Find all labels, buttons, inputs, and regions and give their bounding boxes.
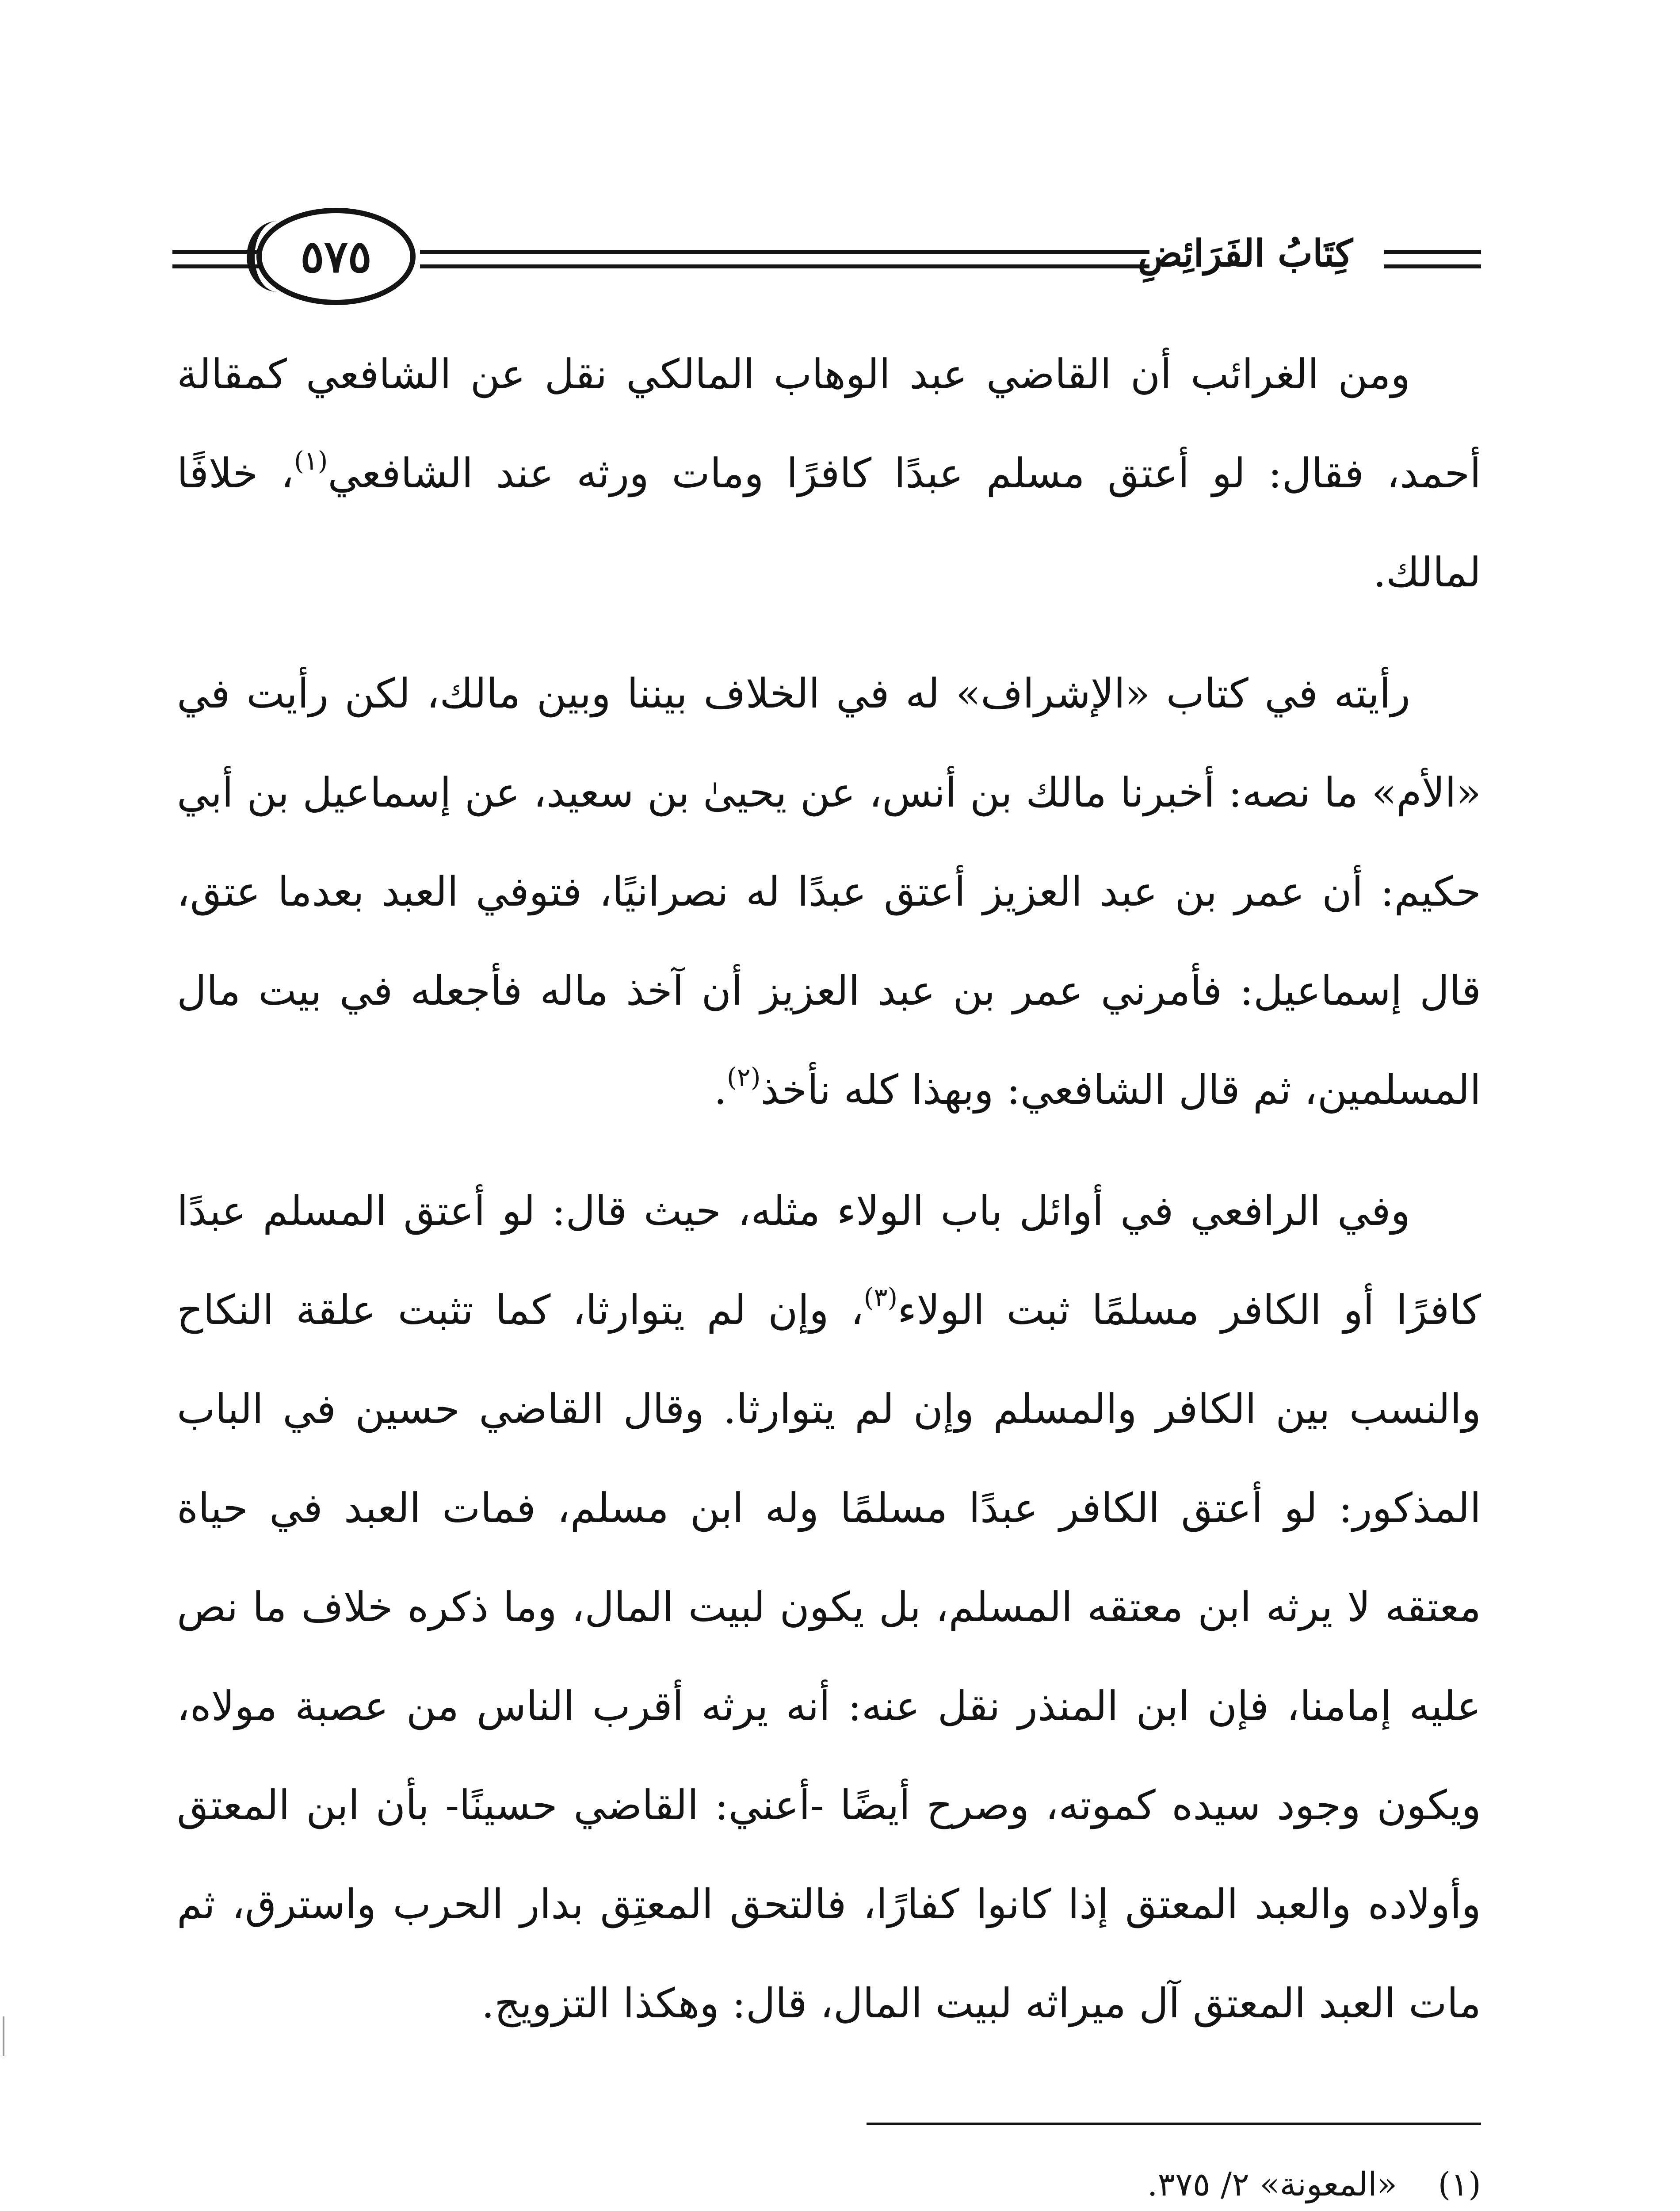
page-number: ٥٧٥ xyxy=(300,230,372,283)
footnote-item xyxy=(531,2145,1481,2211)
footnotes xyxy=(531,2145,1481,2211)
paragraph-text: ، وإن لم يتوارثا، كما تثبت علقة النكاح والنسب بين الكافر والمسلم وإن لم يتوارثا. وقال القاضي حسين في الباب المذكور: لو أعتق الكافر عبدًا مسلمًا وله ابن مسلم، فمات العبد في حياة معتقه لا يرثه ابن معتقه المسلم، بل يكون لبيت المال، وما ذكره خلاف ما نص عليه إمامنا، فإن ابن المنذر نقل عنه: أنه يرثه أقرب الناس من عصبة مولاه، ويكون وجود سيده كموته، وصرح أيضًا -أعني: القاضي حسينًا- بأن ابن المعتق وأولاده والعبد المعتق إذا كانوا كفارًا، فالتحق المعتِق بدار الحرب واسترق، ثم مات العبد المعتق آل ميراثه لبيت المال، قال: وهكذا التزويج. xyxy=(177,1286,1481,2027)
page-number-badge xyxy=(256,208,416,305)
header-rule xyxy=(1384,264,1481,268)
footnote-text: «المعونة» ٢/ ٣٧٥. xyxy=(1147,2165,1397,2203)
paragraph-text: ومن الغرائب أن القاضي عبد الوهاب المالكي نقل عن الشافعي كمقالة أحمد، فقال: لو أعتق مسلم عبدًا كافرًا ومات ورثه عند الشافعي xyxy=(177,351,1481,497)
paragraph xyxy=(177,1162,1481,2053)
page-header xyxy=(172,208,1481,310)
header-rule xyxy=(1384,250,1481,254)
paragraph-text: رأيته في كتاب «الإشراف» له في الخلاف بيننا وبين مالك، لكن رأيت في «الأم» ما نصه: أخبرنا مالك بن أنس، عن يحيىٰ بن سعيد، عن إسماعيل بن أبي حكيم: أن عمر بن عبد العزيز أعتق عبدًا له نصرانيًا، فتوفي العبد بعدما عتق، قال إسماعيل: فأمرني عمر بن عبد العزيز أن آخذ ماله فأجعله في بيت مال المسلمين، ثم قال الشافعي: وبهذا كله نأخذ xyxy=(177,670,1481,1113)
paragraph xyxy=(177,325,1481,622)
main-text xyxy=(177,325,1481,2075)
header-rule xyxy=(172,264,261,268)
footnote-marker[interactable]: (٢) xyxy=(727,1062,761,1092)
footnote-number: (١) xyxy=(1438,2165,1481,2203)
scan-margin-mark xyxy=(3,2016,4,2056)
footnote-marker[interactable]: (١) xyxy=(294,446,328,476)
header-rule xyxy=(172,250,261,254)
paragraph-text: ، خلافًا لمالك. xyxy=(177,450,1481,596)
footnote-marker[interactable]: (٣) xyxy=(863,1282,898,1312)
paragraph xyxy=(177,644,1481,1140)
header-rule xyxy=(420,250,1149,254)
paragraph-text: . xyxy=(714,1066,727,1113)
paragraph-text: وفي الرافعي في أوائل باب الولاء مثله، حيث قال: لو أعتق المسلم عبدًا كافرًا أو الكافر مسلمًا ثبت الولاء xyxy=(177,1187,1481,1334)
footnote-separator xyxy=(867,2123,1481,2125)
running-title: كِتَابُ الفَرَائِضِ xyxy=(1138,231,1353,275)
header-rule xyxy=(420,264,1149,268)
